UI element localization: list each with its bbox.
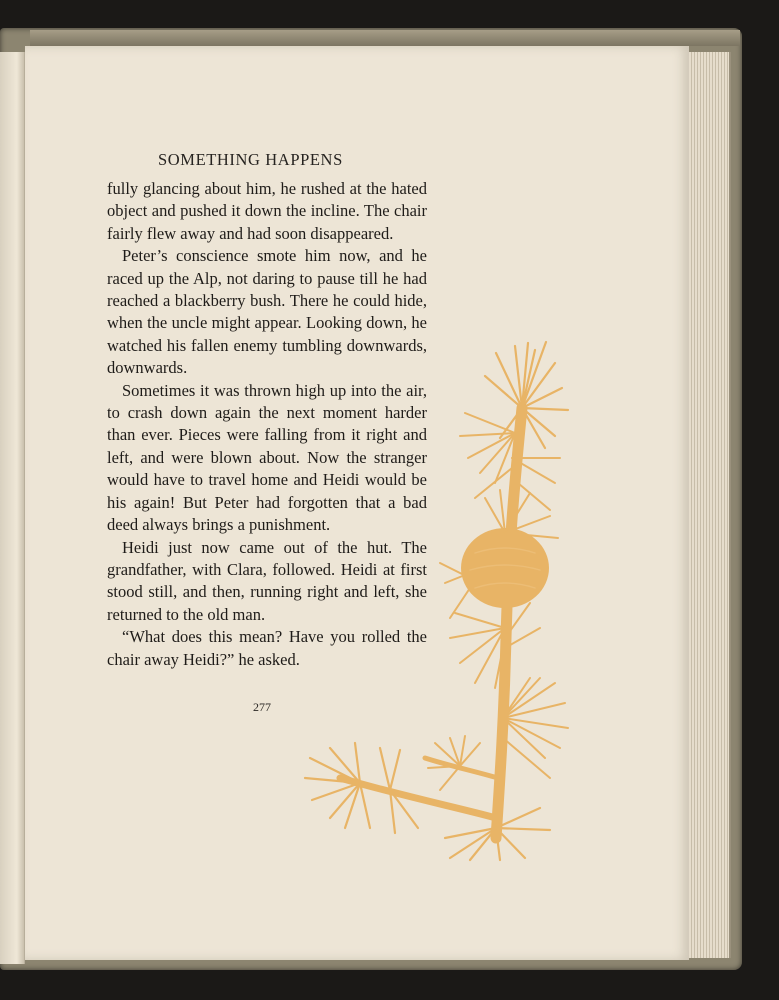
running-head: SOMETHING HAPPENS (158, 150, 343, 169)
page-number: 277 (253, 700, 271, 714)
paragraph-4: Heidi just now came out of the hut. The grandfather, with Clara, followed. Heidi at first stood still, and then, running right and left, she returned to the old man. (107, 537, 427, 624)
pine-branch-icon (300, 338, 575, 863)
left-page-edge (0, 52, 25, 964)
page-stack-edge (689, 52, 731, 958)
paragraph-3: Sometimes it was thrown high up into the air, to crash down again the next moment harder than ever. Pieces were falling from it right and left, and were blown about. Now the stranger would have to travel home and Heidi would be his again! But Peter had forgotten that a bad deed always brings a punishment. (107, 380, 427, 535)
paragraph-1: fully glancing about him, he rushed at the hated object and pushed it down the incline. The chair fairly flew away and had soon disappeared. (107, 179, 427, 243)
paragraph-5: “What does this mean? Have you rolled the chair away Heidi?” he asked. (107, 627, 427, 669)
cover-edge (30, 30, 740, 46)
paragraph-2: Peter’s conscience smote him now, and he raced up the Alp, not daring to pause till he had reached a blackberry bush. There he could hide, when the uncle might appear. Looking down, he watched his fallen enemy tumbling downwards, downwards. (107, 246, 427, 378)
